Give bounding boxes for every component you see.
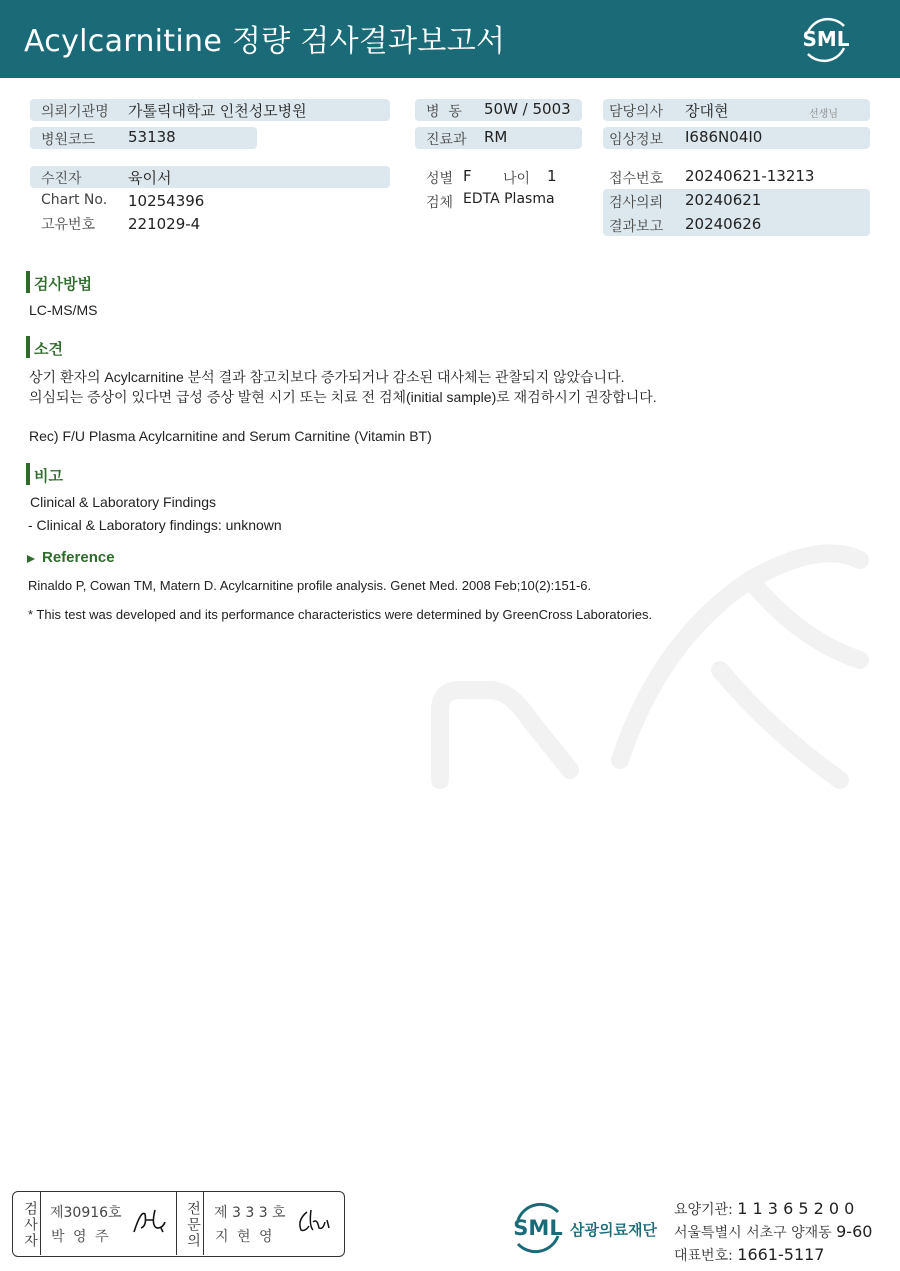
tester-label: 검사자 (22, 1200, 38, 1249)
method-text: LC-MS/MS (29, 302, 98, 318)
tester-license-no: 제30916호 (50, 1205, 122, 1221)
method-section-bar (26, 271, 30, 293)
signature-divider-1 (40, 1192, 41, 1255)
sex-label: 성별 (426, 171, 454, 187)
reference-arrow-icon (26, 554, 36, 564)
test-disclaimer: * This test was developed and its performance characteristics were determined by GreenCross Laboratories. (28, 607, 653, 622)
sml-logo-text: SML (802, 27, 850, 51)
signature-divider-3 (203, 1192, 204, 1255)
tester-signature (131, 1206, 167, 1236)
report-title: Acylcarnitine 정량 검사결과보고서 (24, 24, 506, 59)
doctor-label: 담당의사 (609, 104, 664, 120)
sex-value: F (463, 167, 472, 185)
findings-line-1: 상기 환자의 Acylcarnitine 분석 결과 참고치보다 증가되거나 감소된 대사체는 관찰되지 않았습니다. (29, 369, 625, 385)
age-value: 1 (547, 167, 557, 185)
doctor-suffix: 선생님 (809, 109, 838, 120)
footer-logo-text: SML (513, 1216, 563, 1240)
footer-phone-label: 대표번호: (674, 1248, 738, 1264)
report-date-value: 20240626 (685, 215, 762, 233)
uid-value: 221029-4 (128, 215, 201, 233)
signature-box (12, 1191, 345, 1257)
remarks-line-2: - Clinical & Laboratory findings: unknown (28, 517, 282, 533)
reference-citation: Rinaldo P, Cowan TM, Matern D. Acylcarnitine profile analysis. Genet Med. 2008 Feb;10(2):151-6. (28, 578, 592, 593)
patient-value: 육이서 (128, 169, 172, 187)
remarks-section-title: 비고 (34, 467, 63, 485)
footer-org-name: 삼광의료재단 (570, 1221, 657, 1239)
request-label: 검사의뢰 (609, 195, 664, 211)
ward-label: 병 동 (426, 104, 462, 120)
signature-divider-2 (176, 1192, 177, 1255)
dept-value: RM (484, 128, 508, 146)
footer-phone (674, 1245, 824, 1265)
request-value: 20240621 (685, 191, 762, 209)
specimen-label: 검체 (426, 195, 454, 211)
reference-title: Reference (42, 549, 115, 566)
chart-value: 10254396 (128, 192, 205, 210)
report-header (0, 0, 900, 78)
footer-address-label: 서울특별시 서초구 양재동 (674, 1225, 837, 1241)
specialist-label: 전문의 (185, 1200, 201, 1249)
hospital-code-label: 병원코드 (41, 132, 96, 148)
clinical-value: I686N04I0 (685, 128, 763, 146)
method-section-title: 검사방법 (34, 275, 92, 293)
uid-label: 고유번호 (41, 217, 96, 233)
footer-address (674, 1222, 872, 1242)
doctor-value: 장대현 (685, 102, 729, 120)
tester-name: 박 영 주 (51, 1229, 111, 1245)
dept-label: 진료과 (426, 132, 467, 148)
hospital-code-value: 53138 (128, 128, 176, 146)
footer-care-value: 1 1 3 6 5 2 0 0 (737, 1199, 855, 1218)
footer-address-value: 9-60 (836, 1222, 873, 1241)
findings-recommendation: Rec) F/U Plasma Acylcarnitine and Serum Carnitine (Vitamin BT) (29, 428, 432, 444)
clinical-label: 임상정보 (609, 132, 664, 148)
sml-logo-icon (796, 12, 856, 66)
footer-sml-logo-icon (508, 1198, 568, 1256)
footer-phone-value: 1661-5117 (737, 1245, 825, 1264)
institution-value: 가톨릭대학교 인천성모병원 (128, 102, 307, 120)
specialist-license-no: 제 3 3 3 호 (214, 1205, 286, 1221)
specialist-signature (295, 1206, 335, 1236)
footer-care-label: 요양기관: (674, 1202, 738, 1218)
institution-label: 의뢰기관명 (41, 104, 109, 120)
specimen-value: EDTA Plasma (463, 191, 555, 207)
report-date-label: 결과보고 (609, 219, 664, 235)
findings-section-title: 소견 (34, 340, 63, 358)
footer-care-no (674, 1199, 854, 1219)
patient-pill (30, 166, 390, 188)
ward-value: 50W / 5003 (484, 100, 571, 118)
receipt-value: 20240621-13213 (685, 167, 815, 185)
age-label: 나이 (503, 171, 531, 187)
remarks-line-1: Clinical & Laboratory Findings (30, 494, 216, 510)
patient-label: 수진자 (41, 171, 82, 187)
specialist-name: 지 현 영 (215, 1229, 275, 1245)
findings-section-bar (26, 336, 30, 358)
findings-line-2: 의심되는 증상이 있다면 급성 증상 발현 시기 또는 치료 전 검체(initial sample)로 재검하시기 권장합니다. (29, 389, 657, 405)
watermark-logo (420, 520, 900, 800)
chart-label: Chart No. (41, 192, 108, 208)
receipt-label: 접수번호 (609, 171, 664, 187)
remarks-section-bar (26, 463, 30, 485)
